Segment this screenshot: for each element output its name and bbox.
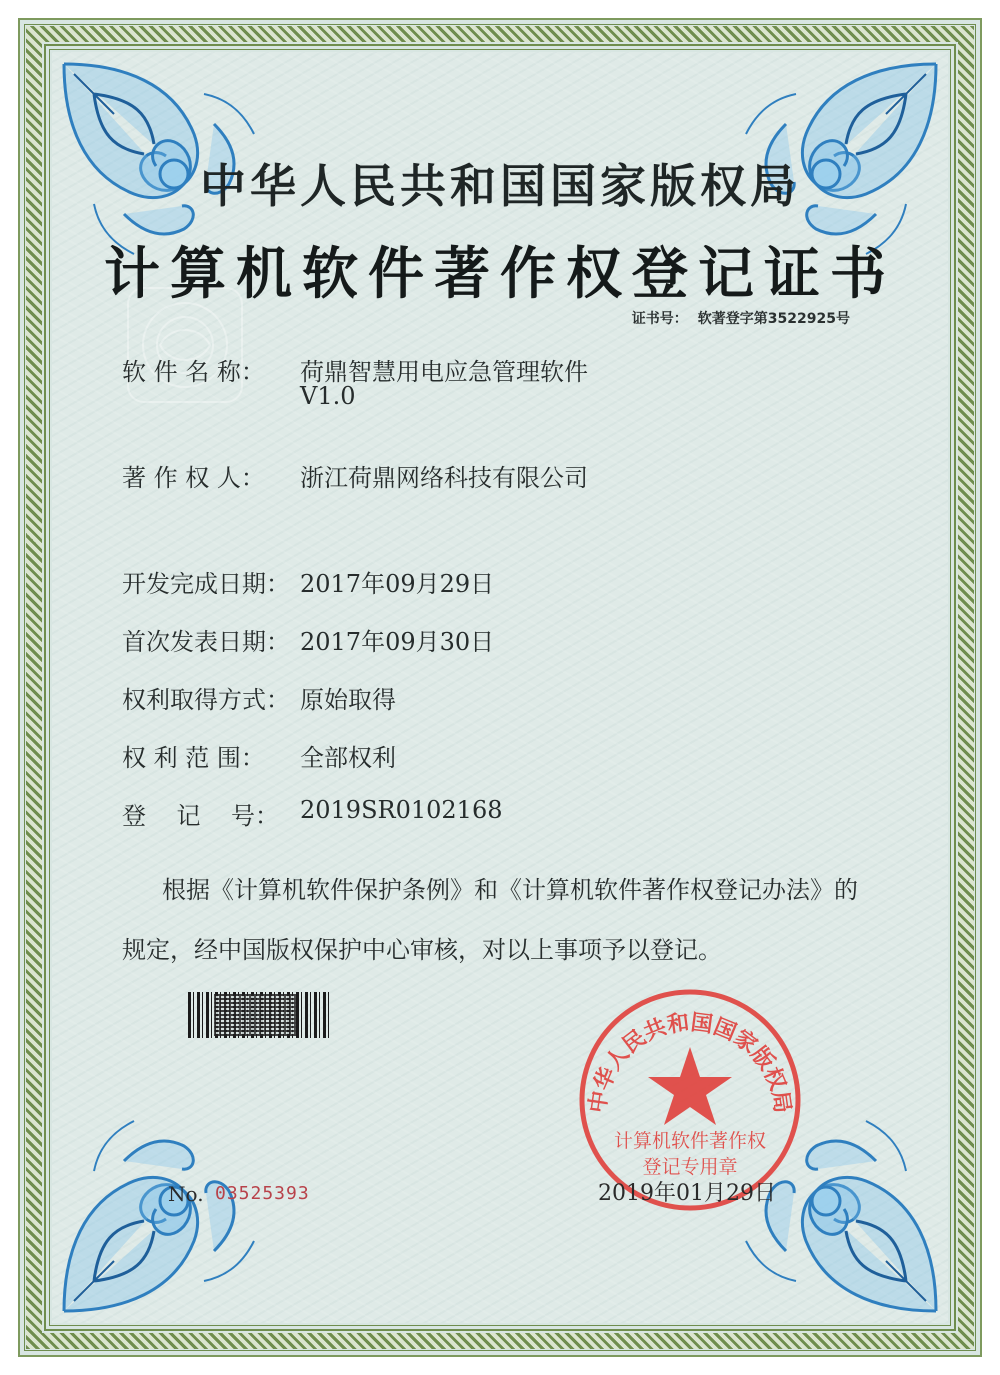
seal-line-2: 登记专用章 <box>642 1156 738 1178</box>
completion-date-value: 2017年09月29日 <box>300 570 495 598</box>
issuer-title: 中华人民共和国国家版权局 <box>200 159 800 213</box>
statement-line-1: 根据《计算机软件保护条例》和《计算机软件著作权登记办法》的 <box>162 876 858 904</box>
copyright-owner-label: 著 作 权 人： <box>122 464 265 492</box>
copyright-owner-value: 浙江荷鼎网络科技有限公司 <box>300 464 588 492</box>
certificate-number <box>632 308 850 328</box>
publication-date-value: 2017年09月30日 <box>300 628 495 656</box>
registration-number-value: 2019SR0102168 <box>300 796 503 824</box>
rights-scope-label: 权 利 范 围： <box>122 744 265 772</box>
statement-line-2: 规定，经中国版权保护中心审核，对以上事项予以登记。 <box>122 936 722 964</box>
issue-date: 2019年01月29日 <box>598 1181 776 1206</box>
certificate-number-value: 软著登字第3522925号 <box>697 311 850 327</box>
publication-date-label: 首次发表日期： <box>122 628 290 656</box>
software-name-value: 荷鼎智慧用电应急管理软件 <box>300 358 588 386</box>
certificate-title: 计算机软件著作权登记证书 <box>104 242 896 307</box>
qr-pattern-icon <box>214 994 296 1036</box>
seal-line-1: 计算机软件著作权 <box>613 1130 767 1152</box>
acquisition-method-value: 原始取得 <box>300 686 396 714</box>
completion-date-label: 开发完成日期： <box>122 570 290 598</box>
software-name-label: 软 件 名 称： <box>122 358 265 386</box>
serial-label: No. <box>168 1182 204 1206</box>
serial-value: 03525393 <box>215 1183 310 1204</box>
acquisition-method-label: 权利取得方式： <box>122 686 290 714</box>
seal-ring-text: 中华人民共和国国家版权局 <box>585 1010 795 1115</box>
rights-scope-value: 全部权利 <box>300 744 396 772</box>
software-version: V1.0 <box>300 382 356 410</box>
corner-ornament-icon <box>54 1091 284 1321</box>
registration-number-label: 登 记 号： <box>122 802 280 830</box>
certificate-number-label: 证书号： <box>631 311 688 327</box>
